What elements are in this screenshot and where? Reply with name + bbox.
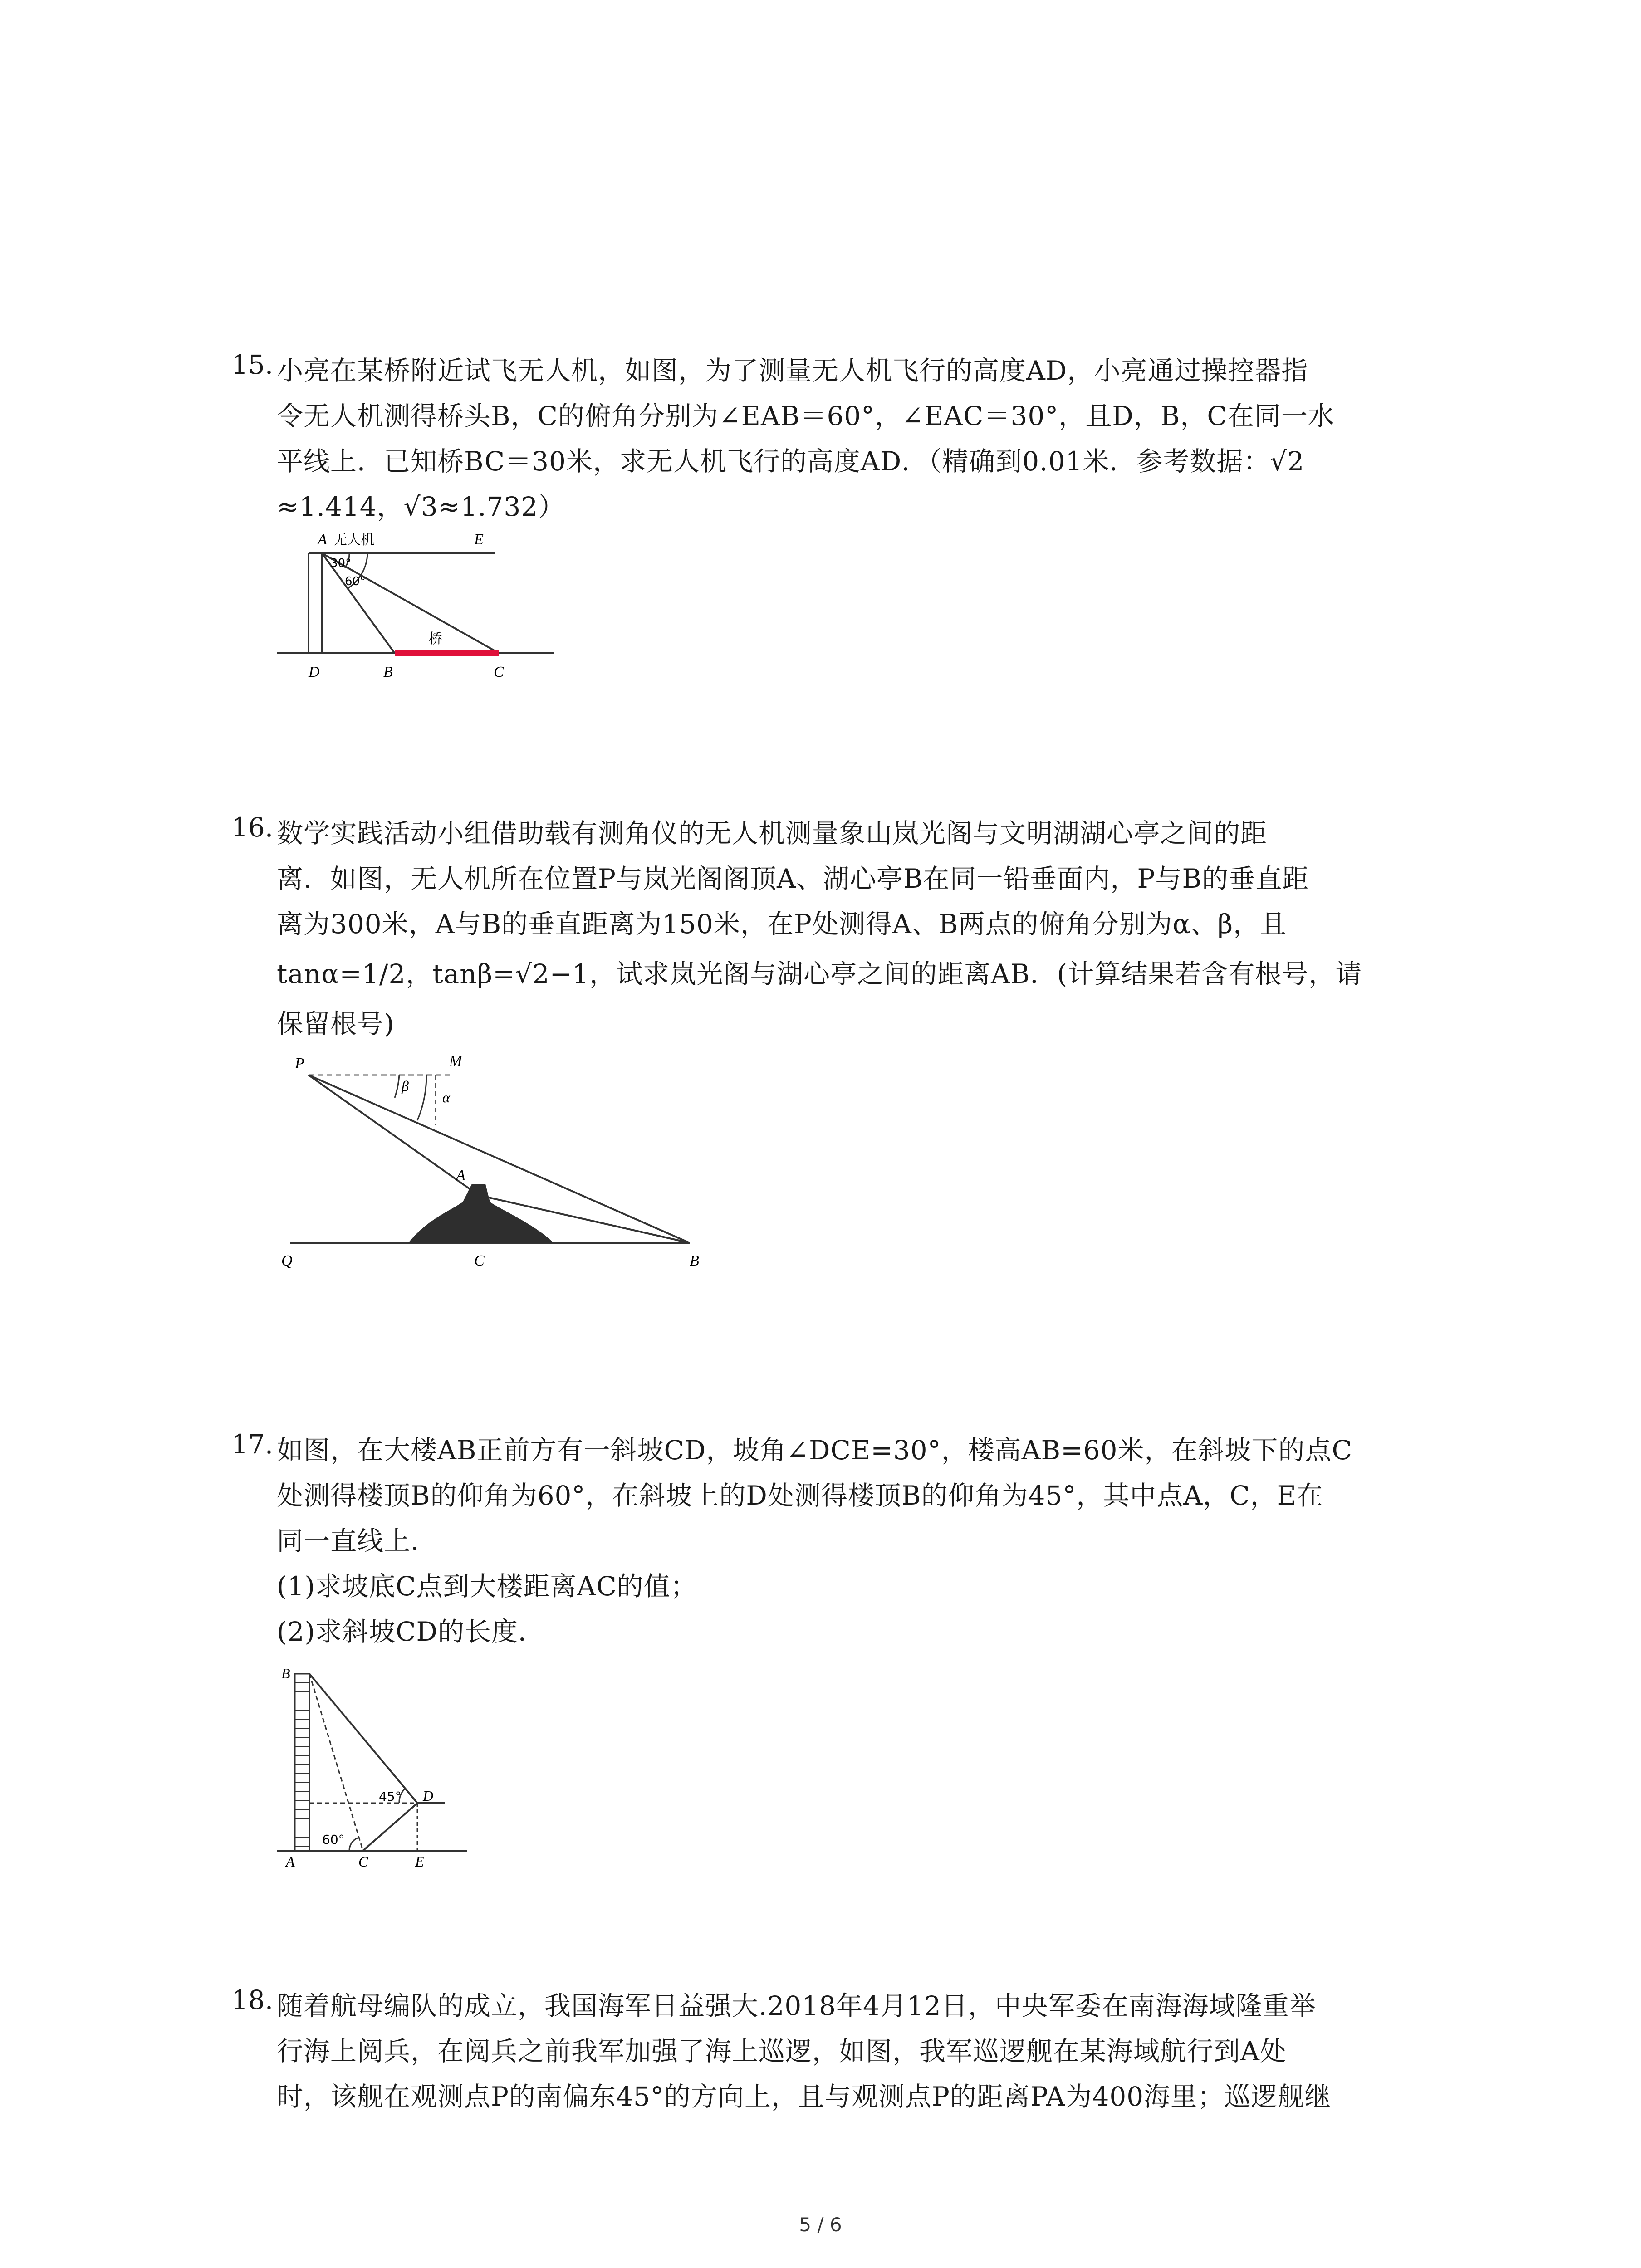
- label-C: C: [494, 664, 504, 680]
- label-B: B: [383, 664, 393, 680]
- figure-17-building-slope: [268, 1656, 485, 1871]
- problem-text-line: 离．如图，无人机所在位置P与岚光阁阁顶A、湖心亭B在同一铅垂面内，P与B的垂直距: [277, 863, 1309, 894]
- problem-number: 17.: [231, 1429, 274, 1460]
- label-A: A: [318, 531, 327, 548]
- label-angle-45: 45°: [379, 1789, 402, 1804]
- label-angle-30: 30°: [330, 557, 352, 570]
- label-D: D: [309, 664, 320, 680]
- problem-text-line: 数学实践活动小组借助载有测角仪的无人机测量象山岚光阁与文明湖湖心亭之间的距: [277, 818, 1268, 849]
- label-B: B: [281, 1665, 290, 1681]
- label-A: A: [456, 1167, 465, 1184]
- label-B: B: [690, 1252, 699, 1269]
- problem-text-line: (1)求坡底C点到大楼距离AC的值；: [277, 1571, 697, 1602]
- label-D: D: [423, 1788, 434, 1804]
- label-P: P: [295, 1055, 304, 1072]
- label-E: E: [415, 1853, 424, 1869]
- problem-text-line: (2)求斜坡CD的长度．: [277, 1616, 545, 1647]
- problem-text-line: 行海上阅兵，在阅兵之前我军加强了海上巡逻，如图，我军巡逻舰在某海域航行到A处: [277, 2036, 1287, 2067]
- figure-15-drone-bridge: [272, 526, 563, 691]
- problem-text-line: 如图，在大楼AB正前方有一斜坡CD，坡角∠DCE=30°，楼高AB=60米，在斜坡下的点C: [277, 1435, 1352, 1466]
- problem-number: 15.: [231, 349, 274, 380]
- problem-text-line: 处测得楼顶B的仰角为60°，在斜坡上的D处测得楼顶B的仰角为45°，其中点A，C，E在: [277, 1480, 1323, 1511]
- page-number: 5 / 6: [799, 2214, 842, 2236]
- label-bridge: 桥: [429, 631, 442, 647]
- label-alpha: α: [442, 1089, 450, 1105]
- label-C: C: [358, 1853, 368, 1869]
- label-E: E: [474, 531, 484, 548]
- hill-pavilion-shape: [408, 1184, 554, 1243]
- problem-text-line: 平线上．已知桥BC＝30米，求无人机飞行的高度AD．（精确到0.01米．参考数据：√2: [277, 446, 1305, 477]
- label-A: A: [286, 1853, 295, 1869]
- label-C: C: [474, 1252, 485, 1269]
- problem-number: 16.: [231, 812, 274, 843]
- problem-text-line: 离为300米，A与B的垂直距离为150米，在P处测得A、B两点的俯角分别为α、β，且: [277, 909, 1287, 939]
- problem-number: 18.: [231, 1984, 274, 2015]
- label-beta: β: [402, 1078, 409, 1094]
- problem-text-line: ≈1.414，√3≈1.732）: [277, 491, 565, 522]
- problem-text-line: 时，该舰在观测点P的南偏东45°的方向上，且与观测点P的距离PA为400海里；巡逻舰继: [277, 2081, 1332, 2112]
- problem-text-line: 随着航母编队的成立，我国海军日益强大.2018年4月12日，中央军委在南海海域隆重举: [277, 1990, 1316, 2021]
- problem-text-line: tanα=1/2，tanβ=√2−1，试求岚光阁与湖心亭之间的距离AB．(计算结果若含有根号，请: [277, 958, 1362, 989]
- label-Q: Q: [281, 1252, 293, 1269]
- label-M: M: [449, 1053, 462, 1070]
- problem-text-line: 同一直线上．: [277, 1525, 438, 1556]
- label-angle-60: 60°: [345, 575, 366, 588]
- figure-16-pavilion-lake: [272, 1048, 726, 1286]
- label-angle-60: 60°: [322, 1832, 345, 1847]
- problem-text-line: 保留根号): [277, 1008, 395, 1039]
- problem-text-line: 令无人机测得桥头B，C的俯角分别为∠EAB＝60°，∠EAC＝30°，且D，B，C在同一水: [277, 401, 1335, 431]
- problem-text-line: 小亮在某桥附近试飞无人机，如图，为了测量无人机飞行的高度AD，小亮通过操控器指: [277, 355, 1308, 386]
- label-drone: 无人机: [333, 532, 374, 548]
